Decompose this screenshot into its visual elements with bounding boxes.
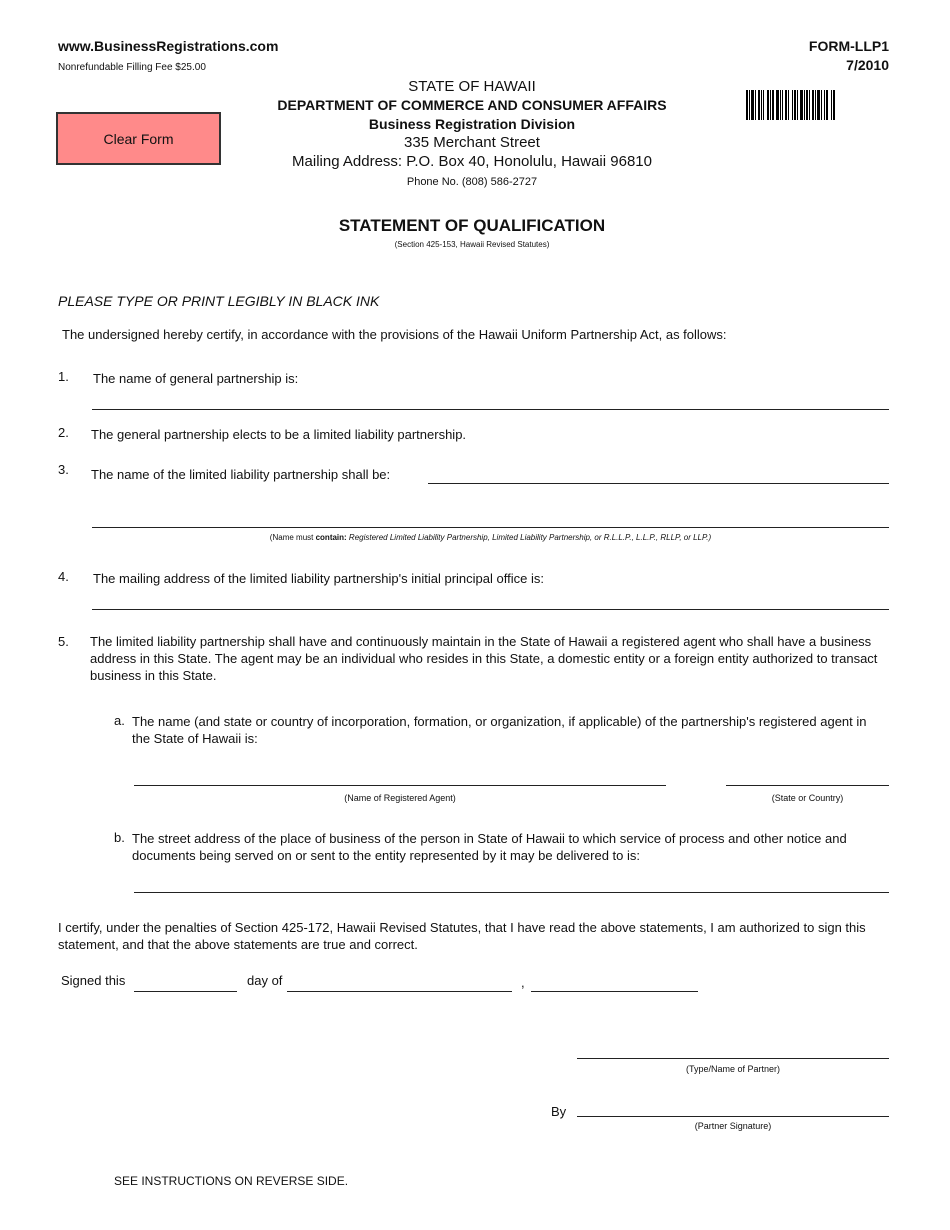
barcode [746, 90, 887, 120]
partner-name-caption: (Type/Name of Partner) [685, 1064, 781, 1074]
ink-instructions: PLEASE TYPE OR PRINT LEGIBLY IN BLACK INK [58, 293, 380, 309]
partner-signature-field[interactable] [577, 1116, 889, 1117]
item-5b-text: The street address of the place of business of the person in State of Hawaii to which service of process and other notice and documents being served on or sent to the entity represented by it may be delivered to is: [132, 831, 847, 863]
department-name: DEPARTMENT OF COMMERCE AND CONSUMER AFFAIRS [277, 97, 667, 113]
filing-fee: Nonrefundable Filling Fee $25.00 [58, 62, 206, 73]
item-1-label: The name of general partnership is: [93, 371, 299, 386]
agent-state-country-field[interactable] [726, 785, 889, 786]
day-of-label: day of [247, 973, 283, 988]
form-date: 7/2010 [846, 57, 889, 73]
reverse-side-note: SEE INSTRUCTIONS ON REVERSE SIDE. [114, 1174, 349, 1188]
item-4-number: 4. [58, 569, 69, 584]
mailing-address: Mailing Address: P.O. Box 40, Honolulu, Hawaii 96810 [292, 153, 652, 170]
llp-name-field-line-2[interactable] [92, 527, 889, 528]
item-2-number: 2. [58, 425, 69, 440]
llp-name-note: (Name must contain: Registered Limited Liability Partnership, Limited Liability Partnership, or R.L.L.P., L.L.P., RLLP, or LLP.) [269, 533, 712, 542]
page-title: STATEMENT OF QUALIFICATION [338, 216, 606, 235]
partner-signature-caption: (Partner Signature) [694, 1121, 772, 1131]
registered-agent-caption: (Name of Registered Agent) [344, 793, 456, 803]
signed-month-field[interactable] [287, 991, 512, 992]
item-3-label: The name of the limited liability partnership shall be: [91, 467, 391, 482]
item-5b-label: b. [114, 830, 125, 845]
signed-this-label: Signed this [61, 973, 126, 988]
item-5a-label: a. [114, 713, 125, 728]
item-4-label: The mailing address of the limited liability partnership's initial principal office is: [93, 571, 544, 586]
website-url: www.BusinessRegistrations.com [58, 38, 279, 54]
item-1-number: 1. [58, 369, 69, 384]
date-comma: , [521, 975, 525, 990]
phone-number: Phone No. (808) 586-2727 [406, 176, 538, 188]
state-name: STATE OF HAWAII [408, 78, 536, 95]
by-label: By [551, 1104, 567, 1119]
state-country-caption: (State or Country) [771, 793, 844, 803]
partner-name-field[interactable] [577, 1058, 889, 1059]
llp-name-field-line-1[interactable] [428, 483, 889, 484]
title-statute: (Section 425-153, Hawaii Revised Statutes) [394, 240, 550, 249]
agent-street-address-field[interactable] [134, 892, 889, 893]
certification-statement: I certify, under the penalties of Section 425-172, Hawaii Revised Statutes, that I have read the above statements, I am authorized to sign this statement, and that the above statements are true and correct. [58, 920, 866, 952]
registered-agent-name-field[interactable] [134, 785, 666, 786]
item-5a-text: The name (and state or country of incorporation, formation, or organization, if applicable) of the partnership's registered agent in the State of Hawaii is: [132, 714, 867, 746]
item-3-number: 3. [58, 462, 69, 477]
intro-statement: The undersigned hereby certify, in accordance with the provisions of the Hawaii Uniform Partnership Act, as follows: [62, 327, 727, 342]
clear-form-button[interactable]: Clear Form [56, 112, 221, 165]
partnership-name-field[interactable] [92, 409, 889, 410]
street-address: 335 Merchant Street [404, 134, 540, 151]
item-2-text: The general partnership elects to be a limited liability partnership. [91, 427, 467, 442]
division-name: Business Registration Division [368, 116, 576, 132]
item-5-text: The limited liability partnership shall have and continuously maintain in the State of Hawaii a registered agent who shall have a business address in this State. The agent may be an individual who resides in this State, a domestic entity or a foreign entity authorized to transact business in this State. [90, 634, 878, 683]
signed-day-field[interactable] [134, 991, 237, 992]
signed-year-field[interactable] [531, 991, 698, 992]
principal-office-address-field[interactable] [92, 609, 889, 610]
form-id: FORM-LLP1 [808, 38, 889, 54]
item-5-number: 5. [58, 634, 69, 649]
